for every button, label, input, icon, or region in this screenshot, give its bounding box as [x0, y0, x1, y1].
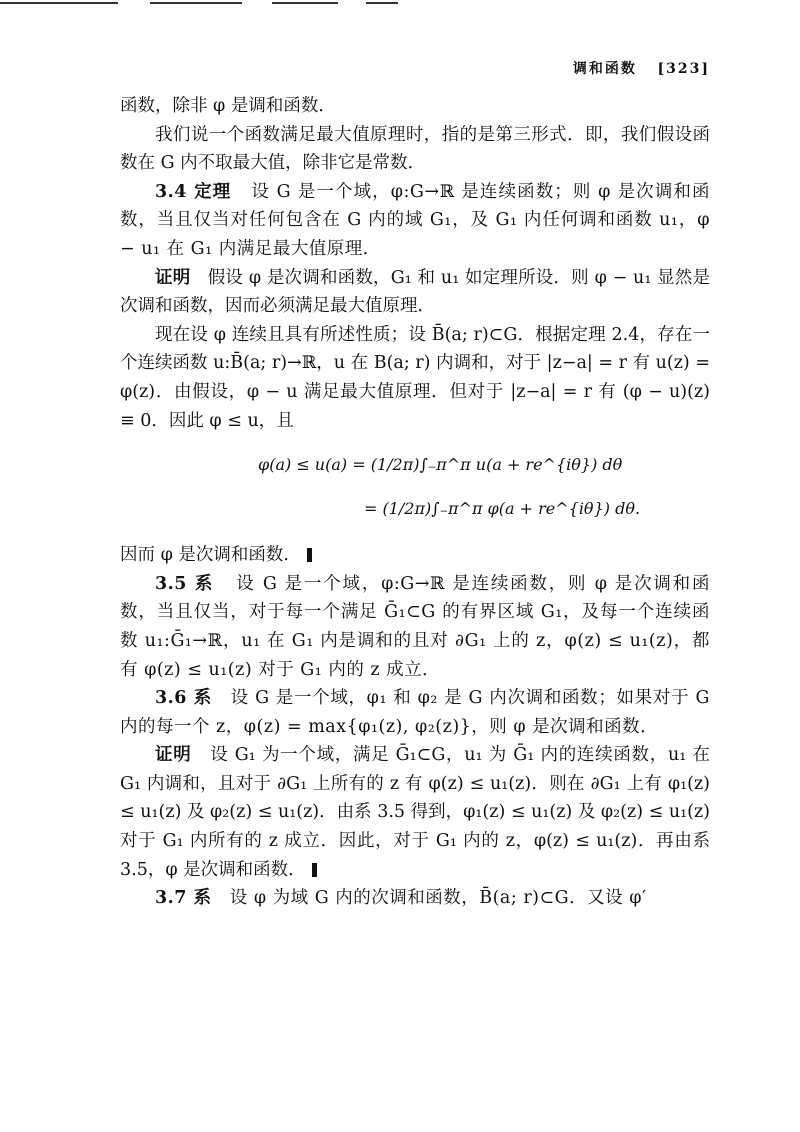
- corollary-3-6: [120, 684, 710, 741]
- running-title: 调和函数: [572, 61, 637, 77]
- equation-line-1: φ(a) ≤ u(a) = (1/2π)∫₋π^π u(a + re^{iθ}) dθ: [258, 455, 623, 475]
- corollary-number: 3.6 系: [155, 688, 212, 709]
- corollary-statement: 设 G 是一个域，φ₁ 和 φ₂ 是 G 内次调和函数；如果对于 G 内的每一个 z，φ(z) = max{φ₁(z), φ₂(z)}，则 φ 是次调和函数．: [120, 688, 710, 737]
- book-page: [120, 58, 710, 913]
- corollary-statement: 设 φ 为域 G 内的次调和函数，B̄(a; r)⊂G．又设 φ′: [229, 888, 647, 909]
- page-number: [323]: [657, 61, 710, 77]
- proof-label: 证明: [155, 267, 191, 288]
- display-equation: [120, 437, 710, 533]
- paragraph-conclusion: 因而 φ 是次调和函数．: [120, 541, 710, 570]
- corollary-number: 3.7 系: [155, 888, 212, 909]
- end-of-proof-mark: [312, 863, 317, 877]
- proof-label: 证明: [155, 745, 192, 766]
- body-text: [120, 92, 710, 913]
- corollary-3-7: [120, 884, 710, 913]
- proof-1: [120, 264, 710, 321]
- proof-text: 设 G₁ 为一个域，满足 Ḡ₁⊂G，u₁ 为 Ḡ₁ 内的连续函数，u₁ 在 G₁ 内调和，且对于 ∂G₁ 上所有的 z 有 φ(z) ≤ u₁(z)．则在 ∂G₁ 上有 φ₁(z) ≤ u₁(z) 及 φ₂(z) ≤ u₁(z)．由系 3.5 得到，φ₁(z) ≤ u₁(z) 及 φ₂(z) ≤ u₁(z) 对于 G₁ 内所有的 z 成立．因此，对于 G₁ 内的 z，φ(z) ≤ u₁(z)．再由系 3.5，φ 是次调和函数．: [120, 745, 711, 880]
- equation-line-2: = (1/2π)∫₋π^π φ(a + re^{iθ}) dθ.: [364, 499, 641, 519]
- proof-text: 假设 φ 是次调和函数，G₁ 和 u₁ 如定理所设．则 φ − u₁ 显然是次调和函数，因而必须满足最大值原理．: [120, 267, 710, 317]
- running-header: [120, 58, 710, 78]
- theorem-number: 3.4 定理: [155, 181, 232, 202]
- scan-artifact-lines: [0, 0, 800, 8]
- corollary-statement: 设 G 是一个域，φ:G→ℝ 是连续函数，则 φ 是次调和函数，当且仅当，对于每一个满足 Ḡ₁⊂G 的有界区域 G₁，及每一个连续函数 u₁:Ḡ₁→ℝ，u₁ 在 G₁ 内是调和的且对 ∂G₁ 上的 z，φ(z) ≤ u₁(z)，都有 φ(z) ≤ u₁(z) 对于 G₁ 内的 z 成立．: [120, 573, 710, 680]
- corollary-number: 3.5 系: [155, 573, 215, 594]
- paragraph-max-principle: 我们说一个函数满足最大值原理时，指的是第三形式．即，我们假设函数在 G 内不取最大值，除非它是常数．: [120, 124, 710, 174]
- theorem-3-4: [120, 178, 710, 264]
- paragraph-converse: 现在设 φ 连续且具有所述性质；设 B̄(a; r)⊂G．根据定理 2.4，存在一个连续函数 u:B̄(a; r)→ℝ，u 在 B(a; r) 内调和，对于 |z−a| = r 有 u(z) = φ(z)．由假设，φ − u 满足最大值原理．但对于 |z−a| = r 有 (φ − u)(z) ≡ 0．因此 φ ≤ u，且: [120, 324, 710, 431]
- proof-2: [120, 741, 710, 884]
- theorem-statement: 设 G 是一个域，φ:G→ℝ 是连续函数；则 φ 是次调和函数，当且仅当对任何包含在 G 内的域 G₁，及 G₁ 内任何调和函数 u₁，φ − u₁ 在 G₁ 内满足最大值原理．: [120, 181, 710, 259]
- end-of-proof-mark: [307, 548, 312, 562]
- paragraph-continuation: 函数，除非 φ 是调和函数．: [120, 96, 336, 116]
- corollary-3-5: [120, 570, 710, 684]
